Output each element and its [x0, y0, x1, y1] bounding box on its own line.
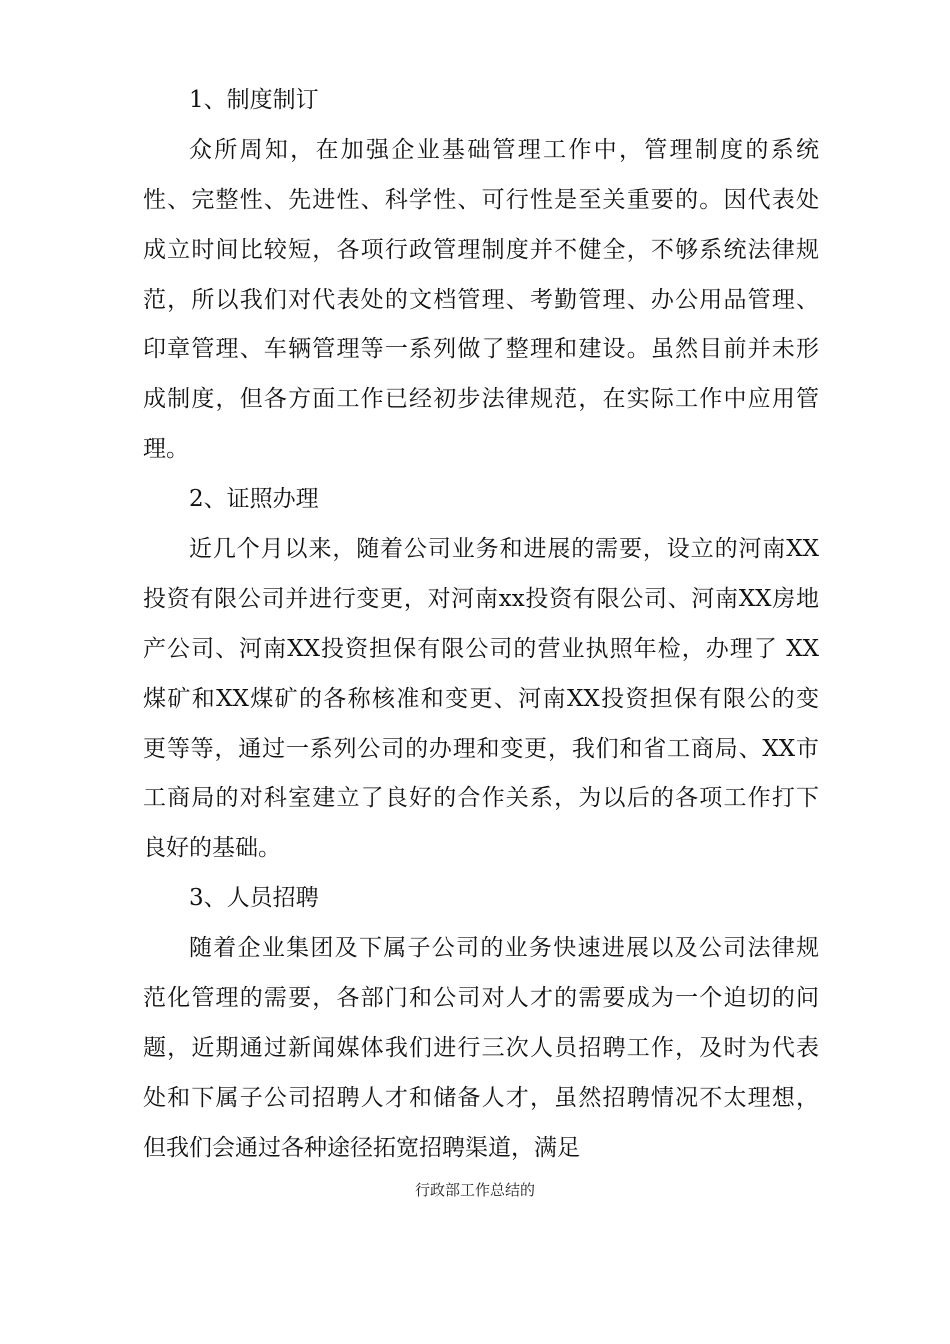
text-line: 3、人员招聘 — [189, 885, 319, 912]
document-body — [143, 76, 819, 1174]
text-line: 产公司、河南XX投资担保有限公司的营业执照年检，办理了 XX — [143, 635, 819, 662]
text-line: 众所周知，在加强企业基础管理工作中，管理制度的系统 — [189, 136, 819, 163]
text-line: 2、证照办理 — [189, 486, 319, 513]
text-line: 范，所以我们对代表处的文档管理、考勤管理、办公用品管理、 — [143, 286, 819, 313]
text-line: 1、制度制订 — [189, 87, 319, 113]
text-line: 成制度，但各方面工作已经初步法律规范，在实际工作中应用管 — [143, 386, 819, 413]
text-line: 成立时间比较短，各项行政管理制度并不健全，不够系统法律规 — [143, 236, 819, 263]
text-line: 随着企业集团及下属子公司的业务快速进展以及公司法律规 — [189, 935, 819, 962]
text-line: 良好的基础。 — [143, 835, 281, 862]
text-line: 题，近期通过新闻媒体我们进行三次人员招聘工作，及时为代表 — [143, 1034, 819, 1061]
text-line: 但我们会通过各种途径拓宽招聘渠道，满足 — [143, 1134, 580, 1161]
text-line: 投资有限公司并进行变更，对河南xx投资有限公司、河南XX房地 — [143, 585, 819, 612]
text-line: 处和下属子公司招聘人才和储备人才，虽然招聘情况不太理想， — [143, 1084, 819, 1111]
text-line: 更等等，通过一系列公司的办理和变更，我们和省工商局、XX市 — [143, 735, 819, 762]
text-line: 工商局的对科室建立了良好的合作关系，为以后的各项工作打下 — [143, 785, 819, 812]
page-footer: 行政部工作总结的 — [414, 1181, 535, 1199]
text-line: 近几个月以来，随着公司业务和进展的需要，设立的河南XX — [189, 536, 819, 563]
text-line: 印章管理、车辆管理等一系列做了整理和建设。虽然目前并未形 — [143, 336, 819, 363]
text-line: 性、完整性、先进性、科学性、可行性是至关重要的。因代表处 — [143, 186, 819, 213]
text-line: 煤矿和XX煤矿的各称核准和变更、河南XX投资担保有限公的变 — [143, 685, 819, 712]
text-line: 范化管理的需要，各部门和公司对人才的需要成为一个迫切的问 — [143, 985, 819, 1012]
text-line: 理。 — [143, 436, 189, 463]
